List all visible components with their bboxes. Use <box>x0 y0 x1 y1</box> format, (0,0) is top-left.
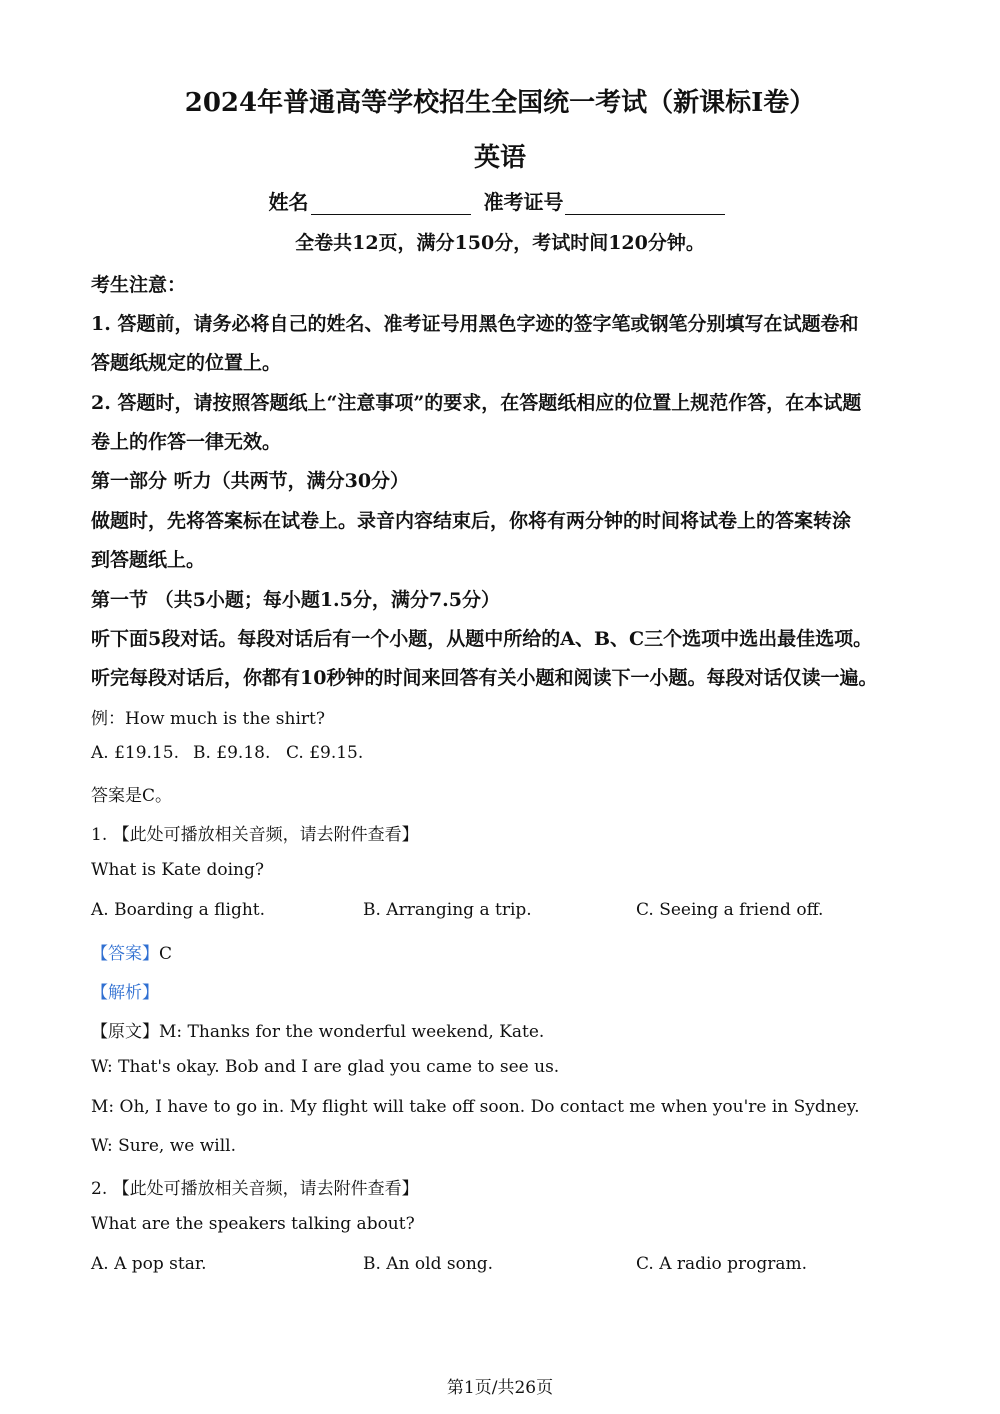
q1-stem: 1. 【此处可播放相关音频，请去附件查看】 <box>91 825 419 845</box>
section1-instruction-line2: 听完每段对话后，你都有10秒钟的时间来回答有关小题和阅读下一小题。每段对话仅读一遍。 <box>91 667 878 689</box>
ticket-blank <box>565 194 725 215</box>
part1-heading: 第一部分 听力（共两节，满分30分） <box>91 470 410 492</box>
candidate-info-line <box>0 186 1000 215</box>
transcript-line-1 <box>91 1017 544 1042</box>
q1-question: What is Kate doing? <box>91 860 264 880</box>
name-blank <box>311 194 471 215</box>
transcript-tag: 【原文】 <box>91 1022 159 1042</box>
q1-option-b: B. Arranging a trip. <box>363 900 532 920</box>
notice-item1-line2: 答题纸规定的位置上。 <box>91 352 282 374</box>
example-option-a: A. £19.15. <box>91 743 179 763</box>
transcript-line-4: W: Sure, we will. <box>91 1136 236 1156</box>
exam-title: 2024年普通高等学校招生全国统一考试（新课标Ⅰ卷） <box>184 88 816 118</box>
page-number: 第1页/共26页 <box>446 1378 554 1398</box>
q1-answer-line <box>91 939 172 964</box>
example-option-c: C. £9.15. <box>286 743 364 763</box>
q1-option-a: A. Boarding a flight. <box>91 900 266 920</box>
notice-item2-line2: 卷上的作答一律无效。 <box>91 431 282 453</box>
notice-item1-line1: 1. 答题前，请务必将自己的姓名、准考证号用黑色字迹的签字笔或钢笔分别填写在试题卷和 <box>91 313 859 335</box>
part1-instruction-line2: 到答题纸上。 <box>91 549 206 571</box>
example-answer: 答案是C。 <box>91 786 173 806</box>
q2-option-c: C. A radio program. <box>636 1254 808 1274</box>
exam-info: 全卷共12页，满分150分，考试时间120分钟。 <box>295 232 705 254</box>
example-option-b: B. £9.18. <box>193 743 271 763</box>
notice-heading: 考生注意： <box>91 274 187 296</box>
ticket-label: 准考证号 <box>483 190 564 214</box>
subject-title: 英语 <box>473 143 526 173</box>
transcript-line-3: M: Oh, I have to go in. My flight will take off soon. Do contact me when you're in Sydney. <box>91 1097 860 1117</box>
analysis-tag: 【解析】 <box>91 983 159 1003</box>
answer-value: C <box>159 944 173 964</box>
q2-stem: 2. 【此处可播放相关音频，请去附件查看】 <box>91 1179 419 1199</box>
transcript-text-1: M: Thanks for the wonderful weekend, Kate. <box>159 1022 545 1042</box>
q2-option-b: B. An old song. <box>363 1254 494 1274</box>
name-label: 姓名 <box>268 190 309 214</box>
transcript-line-2: W: That's okay. Bob and I are glad you came to see us. <box>91 1057 560 1077</box>
section1-heading: 第一节 （共5小题；每小题1.5分，满分7.5分） <box>91 589 500 611</box>
notice-item2-line1: 2. 答题时，请按照答题纸上“注意事项”的要求，在答题纸相应的位置上规范作答，在本试题 <box>91 392 862 414</box>
q1-option-c: C. Seeing a friend off. <box>636 900 824 920</box>
q2-question: What are the speakers talking about? <box>91 1214 415 1234</box>
example-question: 例：How much is the shirt? <box>91 709 325 729</box>
answer-tag: 【答案】 <box>91 944 159 964</box>
q2-option-a: A. A pop star. <box>91 1254 207 1274</box>
part1-instruction-line1: 做题时，先将答案标在试卷上。录音内容结束后，你将有两分钟的时间将试卷上的答案转涂 <box>91 510 852 532</box>
section1-instruction-line1: 听下面5段对话。每段对话后有一个小题，从题中所给的A、B、C三个选项中选出最佳选项。 <box>91 628 873 650</box>
